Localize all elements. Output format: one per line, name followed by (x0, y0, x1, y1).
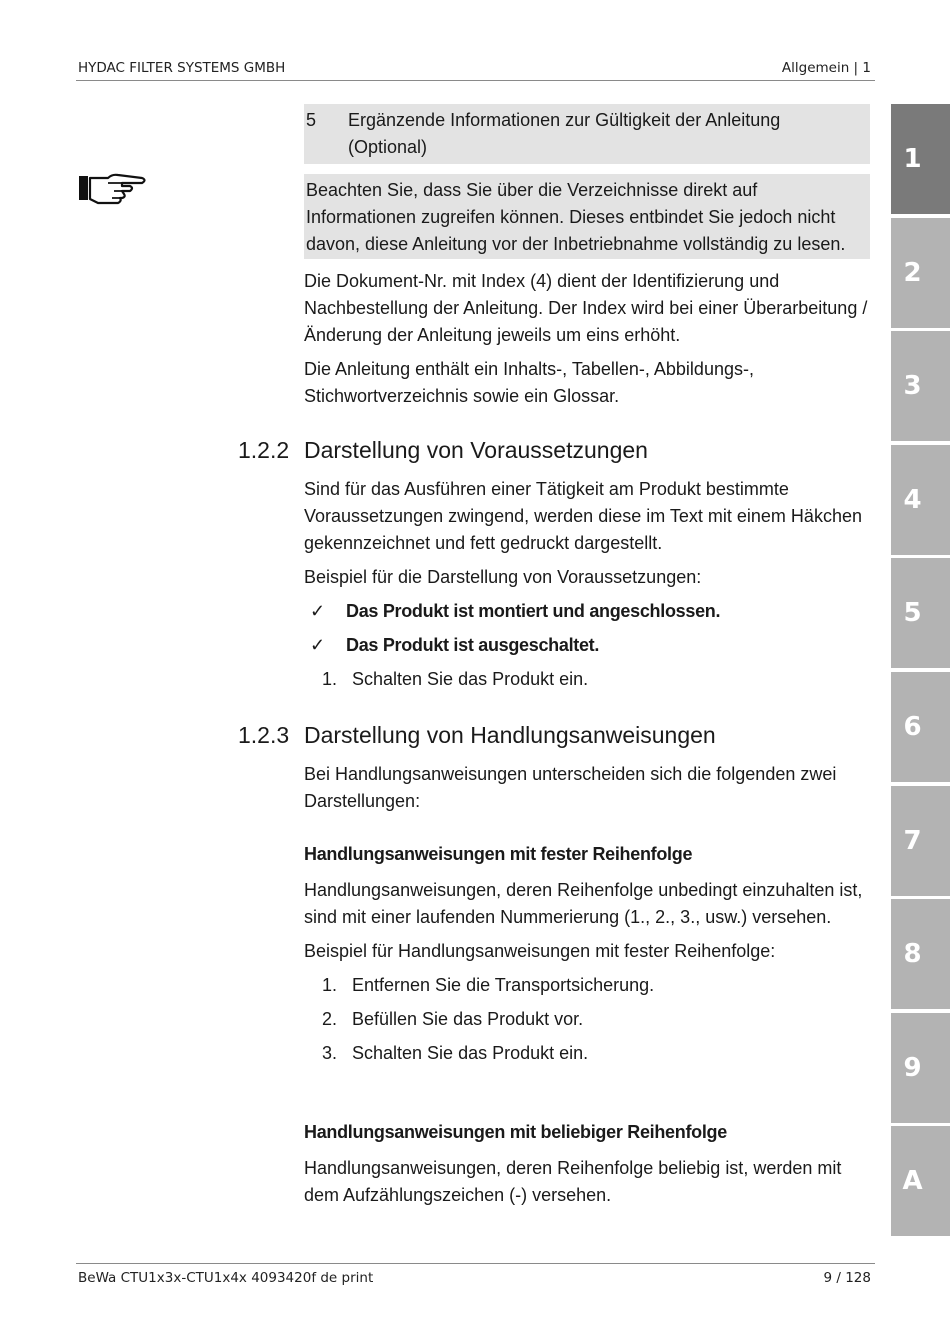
chapter-tab-8[interactable]: 8 (891, 899, 950, 1009)
step-number: 3. (322, 1043, 338, 1063)
step-text: Schalten Sie das Produkt ein. (352, 669, 589, 689)
prerequisite-item (310, 598, 870, 625)
step-number: 1. (322, 669, 338, 689)
step-item (322, 1040, 870, 1067)
checkmark-icon: ✓ (310, 635, 325, 655)
paragraph: Handlungsanweisungen, deren Reihenfolge beliebig ist, werden mit dem Aufzählungszeichen (-) versehen. (304, 1158, 842, 1205)
main-content (304, 104, 870, 417)
prerequisite-item (310, 632, 870, 659)
step-item (322, 666, 870, 693)
chapter-tab-9[interactable]: 9 (891, 1013, 950, 1123)
section-number: 1.2.2 (238, 437, 290, 463)
section-title: Darstellung von Handlungsanweisungen (304, 722, 716, 748)
info-item-number: 5 (306, 110, 317, 130)
footer-page-number: 9 / 128 (823, 1270, 871, 1286)
step-number: 2. (322, 1009, 338, 1029)
prerequisite-text: Das Produkt ist ausgeschaltet. (346, 635, 600, 655)
subsection-fixed-order (304, 841, 870, 1074)
section-1-2-2-body (304, 476, 870, 700)
pointing-hand-icon (78, 170, 148, 206)
info-item-text: Ergänzende Informationen zur Gültigkeit der Anleitung (Optional) (348, 110, 781, 157)
info-item (304, 104, 870, 164)
section-heading-1-2-2 (238, 437, 648, 464)
chapter-tab-6[interactable]: 6 (891, 672, 950, 782)
chapter-tab-a[interactable]: A (891, 1126, 950, 1236)
footer-document-id: BeWa CTU1x3x-CTU1x4x 4093420f de print (78, 1270, 374, 1286)
paragraph: Beispiel für Handlungsanweisungen mit fester Reihenfolge: (304, 941, 776, 961)
subsection-any-order (304, 1119, 870, 1216)
header-chapter: Allgemein | 1 (781, 60, 871, 76)
subsection-heading: Handlungsanweisungen mit fester Reihenfolge (304, 844, 693, 864)
chapter-tab-2[interactable]: 2 (891, 218, 950, 328)
chapter-tab-5[interactable]: 5 (891, 558, 950, 668)
page-footer (76, 1263, 875, 1287)
section-1-2-3-body (304, 761, 870, 822)
step-item (322, 1006, 870, 1033)
step-text: Entfernen Sie die Transportsicherung. (352, 975, 655, 995)
chapter-tab-7[interactable]: 7 (891, 786, 950, 896)
paragraph-directories: Die Anleitung enthält ein Inhalts-, Tabellen-, Abbildungs-, Stichwortverzeichnis sowie ein Glossar. (304, 359, 754, 406)
header-company: HYDAC FILTER SYSTEMS GMBH (78, 60, 286, 76)
step-text: Schalten Sie das Produkt ein. (352, 1043, 589, 1063)
paragraph: Beispiel für die Darstellung von Voraussetzungen: (304, 567, 702, 587)
step-text: Befüllen Sie das Produkt vor. (352, 1009, 584, 1029)
chapter-tab-4[interactable]: 4 (891, 445, 950, 555)
note-box: Beachten Sie, dass Sie über die Verzeichnisse direkt auf Informationen zugreifen können. Dieses entbindet Sie jedoch nicht davon, diese Anleitung vor der Inbetriebnahme vollständig zu lesen. (304, 174, 870, 259)
prerequisite-text: Das Produkt ist montiert und angeschlossen. (346, 601, 721, 621)
step-item (322, 972, 870, 999)
section-title: Darstellung von Voraussetzungen (304, 437, 648, 463)
chapter-tab-1[interactable]: 1 (891, 104, 950, 214)
paragraph: Sind für das Ausführen einer Tätigkeit am Produkt bestimmte Voraussetzungen zwingend, werden diese im Text mit einem Häkchen gekennzeichnet und fett gedruckt dargestellt. (304, 479, 862, 553)
paragraph: Handlungsanweisungen, deren Reihenfolge unbedingt einzuhalten ist, sind mit einer laufenden Nummerierung (1., 2., 3., usw.) versehen. (304, 880, 863, 927)
section-number: 1.2.3 (238, 722, 290, 748)
checkmark-icon: ✓ (310, 601, 325, 621)
subsection-heading: Handlungsanweisungen mit beliebiger Reihenfolge (304, 1122, 727, 1142)
step-number: 1. (322, 975, 338, 995)
section-heading-1-2-3 (238, 722, 716, 749)
paragraph-doc-number: Die Dokument-Nr. mit Index (4) dient der Identifizierung und Nachbestellung der Anleitung. Der Index wird bei einer Überarbeitung / Änderung der Anleitung jeweils um eins erhöht. (304, 271, 868, 345)
page-header (76, 58, 875, 81)
chapter-tab-3[interactable]: 3 (891, 331, 950, 441)
paragraph: Bei Handlungsanweisungen unterscheiden sich die folgenden zwei Darstellungen: (304, 764, 837, 811)
chapter-tabs (891, 104, 950, 1240)
